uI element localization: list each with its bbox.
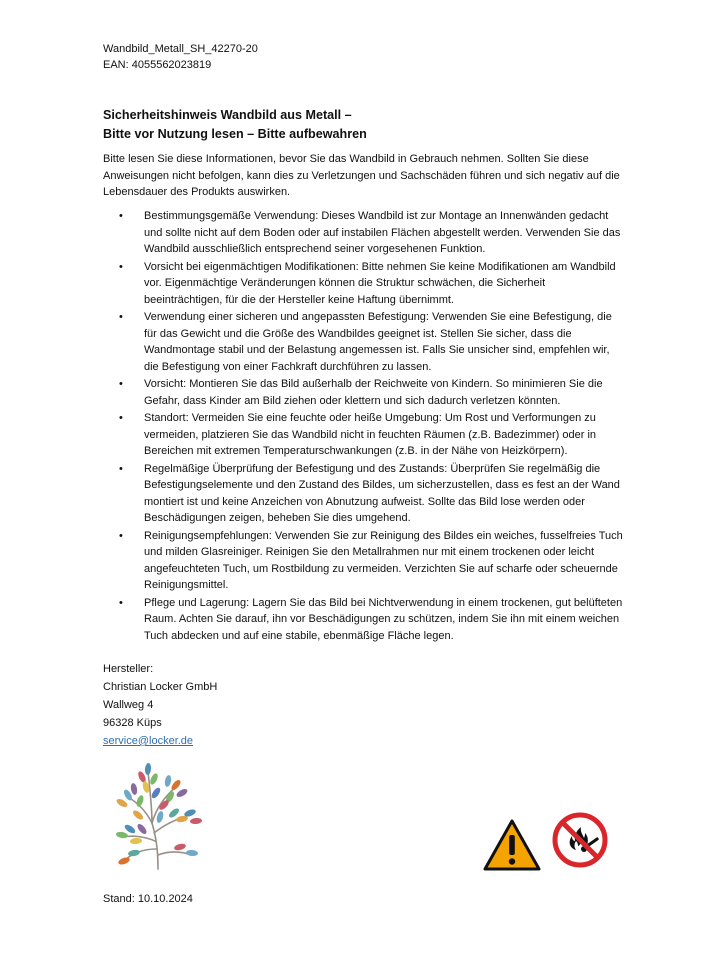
intro-paragraph: Bitte lesen Sie diese Informationen, bevor Sie das Wandbild in Gebrauch nehmen. Sollten Sie diese Anweisungen nicht befolgen, kann dies zu Verletzungen und Sachschäden führen und sich negativ auf die Lebensdauer des Produkts auswirken. [103, 153, 620, 198]
list-item [103, 595, 623, 645]
ean-number: EAN: 4055562023819 [103, 59, 212, 71]
list-item [103, 259, 623, 309]
manufacturer-label: Hersteller: [103, 663, 154, 675]
title-line-2: Bitte vor Nutzung lesen – Bitte aufbewahren [103, 127, 367, 141]
bullet-icon: • [119, 260, 123, 273]
list-item [103, 410, 623, 460]
list-item-text: Bestimmungsgemäße Verwendung: Dieses Wandbild ist zur Montage an Innenwänden gedacht und sollte nicht auf dem Boden oder auf instabilen Flächen abgestellt werden. Verwenden Sie das Wandbild ausschließlich entsprechend seiner vorgesehenen Funktion. [144, 210, 621, 255]
bullet-icon: • [119, 378, 123, 390]
list-item-text: Standort: Vermeiden Sie eine feuchte oder heiße Umgebung: Um Rost und Verformungen zu vermeiden, platzieren Sie das Wandbild nicht in feuchten Räumen (z.B. Badezimmer) oder in Bereichen mit extremen Temperaturschwankungen (z.B. in der Nähe von Heizkörpern). [144, 412, 597, 457]
list-item-text: Regelmäßige Überprüfung der Befestigung und des Zustands: Überprüfen Sie regelmäßig die Befestigungselemente und den Zustand des Bildes, um sicherzustellen, dass es fest an der Wand montiert ist und keine Anzeichen von Abnutzung aufweist. Sollte das Bild lose werden oder Beschädigungen zeigen, beheben Sie dies umgehend. [144, 462, 620, 524]
list-item [103, 376, 623, 409]
bullet-icon: • [119, 311, 123, 323]
document-title [103, 106, 367, 144]
document-date: Stand: 10.10.2024 [103, 893, 193, 905]
bullet-icon: • [119, 210, 123, 222]
list-item [103, 208, 623, 258]
list-item-text: Reinigungsempfehlungen: Verwenden Sie zur Reinigung des Bildes ein weiches, fusselfreies Tuch und milden Glasreiniger. Reinigen Sie den Metallrahmen nur mit einem trockenen oder leicht angefeuchteten Tuch, um Rostbildung zu vermeiden. Verzichten Sie auf scharfe oder scheuernde Reinigungsmittel. [144, 529, 623, 591]
bullet-icon: • [119, 412, 123, 424]
list-item [103, 309, 623, 375]
warning-triangle-icon [482, 818, 542, 872]
title-line-1: Sicherheitshinweis Wandbild aus Metall – [103, 108, 352, 122]
bullet-icon: • [119, 462, 123, 475]
list-item-text: Pflege und Lagerung: Lagern Sie das Bild bei Nichtverwendung in einem trockenen, gut belüfteten Raum. Achten Sie darauf, ihn vor Beschädigungen zu schützen, indem Sie ihn mit einem weichen Tuch abdecken und auf eine stabile, ebenmäßige Fläche legen. [144, 596, 623, 642]
list-item-text: Verwendung einer sicheren und angepassten Befestigung: Verwenden Sie eine Befestigung, die für das Gewicht und die Größe des Wandbildes geeignet ist. Stellen Sie sicher, dass die Wandmontage stabil und der Belastung angemessen ist. Falls Sie unsicher sind, empfehlen wir, die Befestigung von einer Fachkraft durchführen zu lassen. [144, 311, 612, 373]
bullet-icon: • [119, 529, 123, 542]
safety-instructions-list [103, 208, 623, 645]
email-link[interactable]: service@locker.de [103, 735, 194, 747]
document-header [103, 41, 258, 73]
list-item-text: Vorsicht: Montieren Sie das Bild außerhalb der Reichweite von Kindern. So minimieren Sie die Gefahr, dass Kinder am Bild ziehen oder klettern und sich dadurch verletzen könnten. [144, 378, 603, 407]
bullet-icon: • [119, 596, 123, 609]
product-image [112, 757, 204, 875]
list-item [103, 461, 623, 527]
manufacturer-block [103, 660, 217, 750]
list-item-text: Vorsicht bei eigenmächtigen Modifikationen: Bitte nehmen Sie keine Modifikationen am Wandbild vor. Eigenmächtige Veränderungen können die Struktur schwächen, die Sicherheit beeinträchtigen, für die der Hersteller keine Haftung übernimmt. [144, 260, 616, 306]
manufacturer-city: 96328 Küps [103, 717, 162, 729]
manufacturer-street: Wallweg 4 [103, 699, 154, 711]
product-code: Wandbild_Metall_SH_42270-20 [103, 43, 258, 55]
list-item [103, 528, 623, 594]
manufacturer-name: Christian Locker GmbH [103, 681, 218, 693]
no-open-flame-icon [552, 812, 608, 868]
